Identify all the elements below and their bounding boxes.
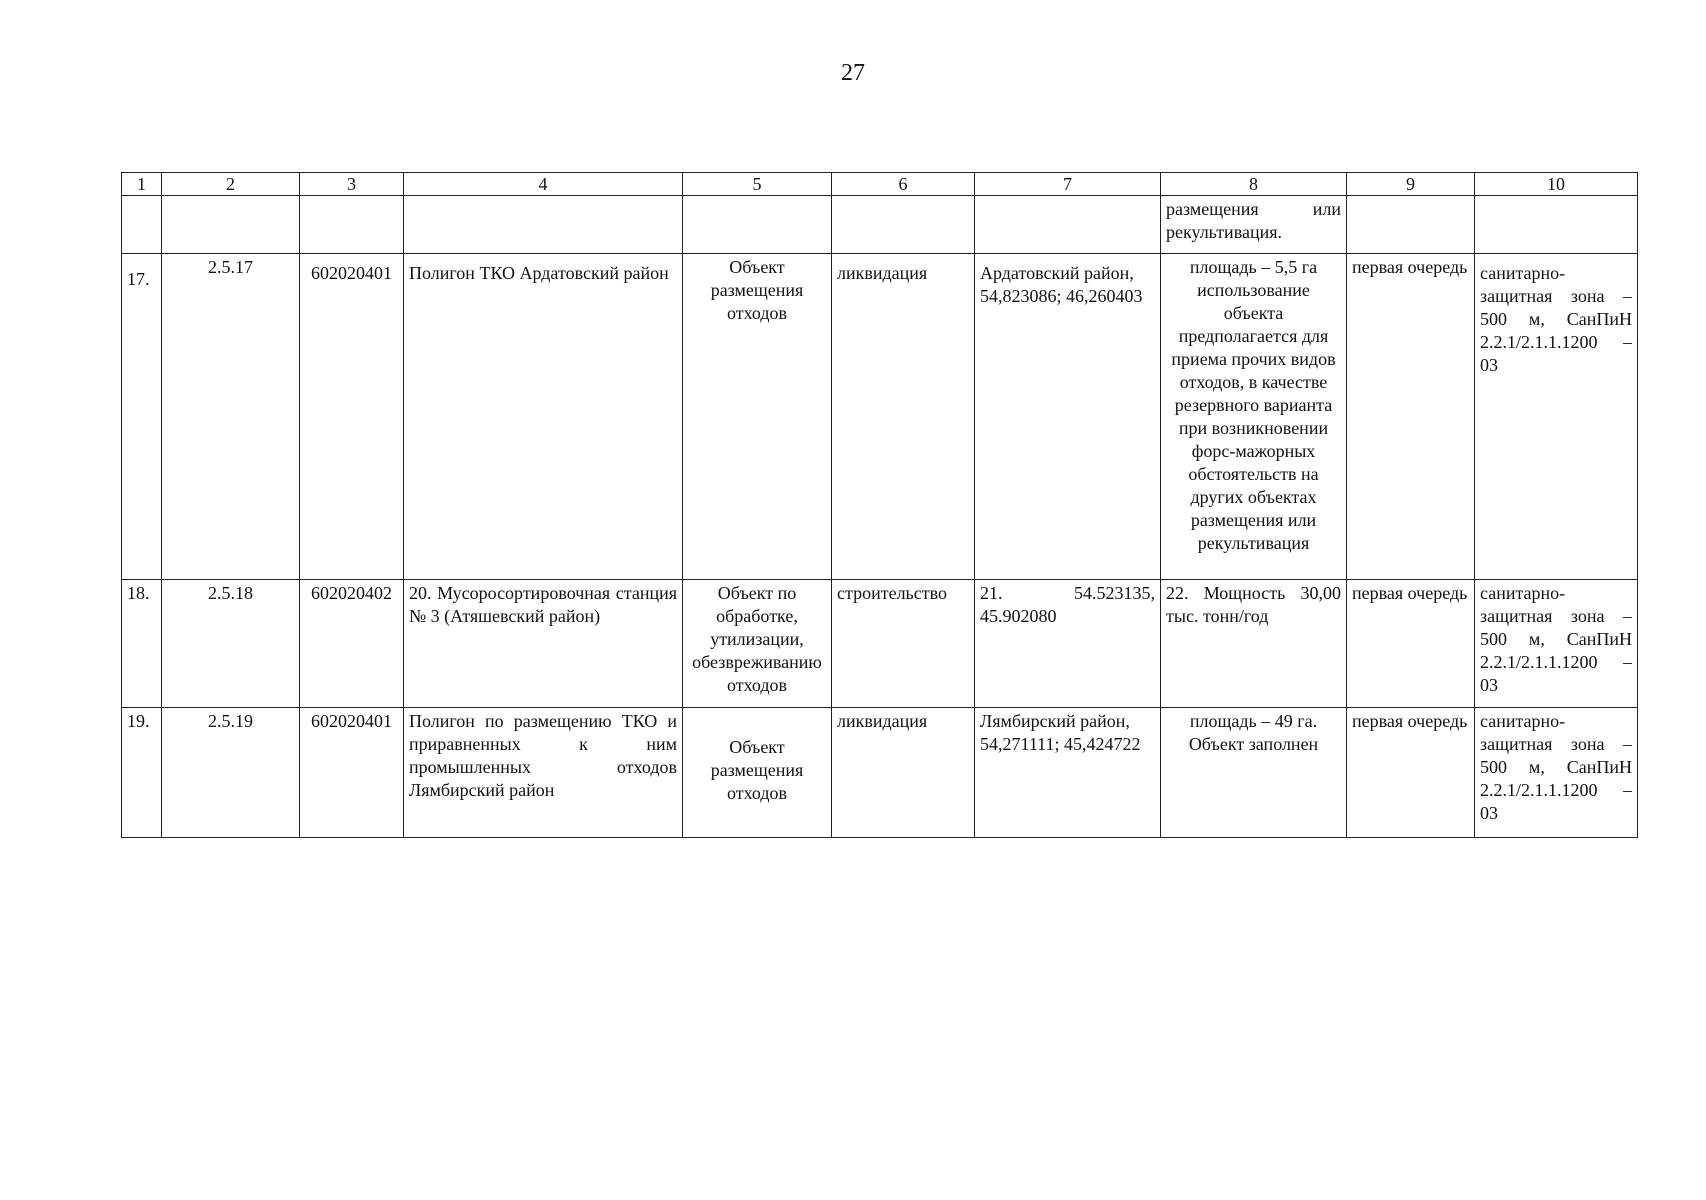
- column-header: 7: [975, 173, 1161, 196]
- waste-objects-table: [121, 172, 1638, 838]
- row-index: 2.5.18: [162, 580, 300, 708]
- row-description: 22. Мощность 30,00 тыс. тонн/год: [1161, 580, 1347, 708]
- row-location: Лямбирский район, 54,271111; 45,424722: [975, 708, 1161, 838]
- row-action: ликвидация: [832, 254, 975, 580]
- row-type: Объект размещения отходов: [683, 254, 832, 580]
- table-cell: [1347, 196, 1475, 254]
- table-cell: [162, 196, 300, 254]
- table-cell: [1475, 196, 1638, 254]
- row-priority: первая очередь: [1347, 708, 1475, 838]
- row-priority: первая очередь: [1347, 580, 1475, 708]
- row-name: 20. Мусоросортировочная станция № 3 (Атяшевский район): [404, 580, 683, 708]
- column-header: 9: [1347, 173, 1475, 196]
- row-number: 19.: [122, 708, 162, 838]
- row-code: 602020401: [300, 254, 404, 580]
- row-zone: санитарно-защитная зона – 500 м, СанПиН 2.2.1/2.1.1.1200 – 03: [1475, 580, 1638, 708]
- continuation-row: [122, 196, 1638, 254]
- row-number: 18.: [122, 580, 162, 708]
- column-header: 10: [1475, 173, 1638, 196]
- row-description: площадь – 5,5 га использование объекта предполагается для приема прочих видов отходов, в качестве резервного варианта при возникновении форс-мажорных обстоятельств на других объектах размещения или рекультивация: [1161, 254, 1347, 580]
- row-zone: санитарно-защитная зона – 500 м, СанПиН 2.2.1/2.1.1.1200 – 03: [1475, 254, 1638, 580]
- table-cell: [975, 196, 1161, 254]
- table-row: [122, 580, 1638, 708]
- row-index: 2.5.17: [162, 254, 300, 580]
- row-number: 17.: [122, 254, 162, 580]
- column-header: 6: [832, 173, 975, 196]
- row-code: 602020402: [300, 580, 404, 708]
- column-header: 2: [162, 173, 300, 196]
- row-priority: первая очередь: [1347, 254, 1475, 580]
- column-number-row: [122, 173, 1638, 196]
- row-name: Полигон ТКО Ардатовский район: [404, 254, 683, 580]
- row-index: 2.5.19: [162, 708, 300, 838]
- row-type: Объект по обработке, утилизации, обезвреживанию отходов: [683, 580, 832, 708]
- row-name: Полигон по размещению ТКО и приравненных к ним промышленных отходов Лямбирский район: [404, 708, 683, 838]
- table-cell: размещения или рекультивация.: [1161, 196, 1347, 254]
- row-zone: санитарно-защитная зона – 500 м, СанПиН 2.2.1/2.1.1.1200 – 03: [1475, 708, 1638, 838]
- row-action: строительство: [832, 580, 975, 708]
- row-type: Объект размещения отходов: [683, 708, 832, 838]
- row-location: 21. 54.523135, 45.902080: [975, 580, 1161, 708]
- table-cell: [832, 196, 975, 254]
- row-location: Ардатовский район, 54,823086; 46,260403: [975, 254, 1161, 580]
- column-header: 4: [404, 173, 683, 196]
- table-cell: [404, 196, 683, 254]
- column-header: 3: [300, 173, 404, 196]
- row-action: ликвидация: [832, 708, 975, 838]
- table-row: [122, 254, 1638, 580]
- table-cell: [683, 196, 832, 254]
- table-row: [122, 708, 1638, 838]
- table-cell: [300, 196, 404, 254]
- row-description: площадь – 49 га. Объект заполнен: [1161, 708, 1347, 838]
- column-header: 8: [1161, 173, 1347, 196]
- row-code: 602020401: [300, 708, 404, 838]
- table-cell: [122, 196, 162, 254]
- column-header: 1: [122, 173, 162, 196]
- column-header: 5: [683, 173, 832, 196]
- page-number: 27: [841, 60, 865, 86]
